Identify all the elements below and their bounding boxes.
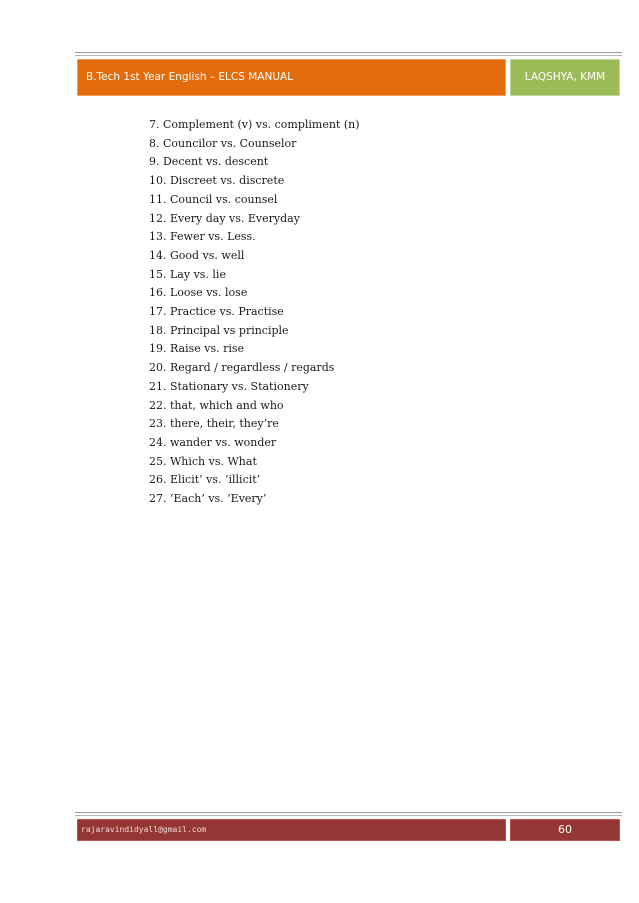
list-item: 16. Loose vs. lose (149, 286, 248, 300)
list-item: 24. wander vs. wonder (149, 435, 277, 449)
list-item: 19. Raise vs. rise (149, 342, 245, 356)
list-item: 25. Which vs. What (149, 454, 257, 468)
footer-email: rajaravindidyall@gmail.com (77, 819, 506, 841)
list-item: 17. Practice vs. Practise (149, 305, 284, 319)
list-item: 13. Fewer vs. Less. (149, 230, 256, 244)
header-right-label: LAQSHYA, KMM (510, 59, 620, 96)
list-item: 7. Complement (v) vs. compliment (n) (149, 118, 360, 131)
list-item: 22. that, which and who (149, 398, 284, 412)
header-title: B.Tech 1st Year English – ELCS MANUAL (77, 59, 506, 96)
list-item: 18. Principal vs principle (149, 323, 289, 337)
page-number: 60 (510, 819, 620, 841)
list-item: 21. Stationary vs. Stationery (149, 379, 309, 393)
list-item: 20. Regard / regardless / regards (149, 361, 335, 375)
header-rule-top (75, 52, 622, 53)
footer-rule-bottom (75, 815, 622, 816)
list-item: 8. Councilor vs. Counselor (149, 136, 297, 150)
header-rule-bottom (75, 55, 622, 56)
footer-rule-top (75, 812, 622, 813)
list-item: 12. Every day vs. Everyday (149, 211, 300, 225)
list-item: 26. Elicit’ vs. ‘illicit’ (149, 473, 261, 487)
list-item: 15. Lay vs. lie (149, 267, 226, 281)
list-item: 10. Discreet vs. discrete (149, 174, 285, 188)
list-item: 11. Council vs. counsel (149, 192, 278, 206)
list-item: 27. ‘Each’ vs. ‘Every’ (149, 492, 267, 506)
word-pairs-list (149, 116, 360, 509)
list-item: 14. Good vs. well (149, 248, 245, 262)
list-item: 9. Decent vs. descent (149, 155, 269, 169)
list-item: 23. there, their, they’re (149, 417, 279, 431)
